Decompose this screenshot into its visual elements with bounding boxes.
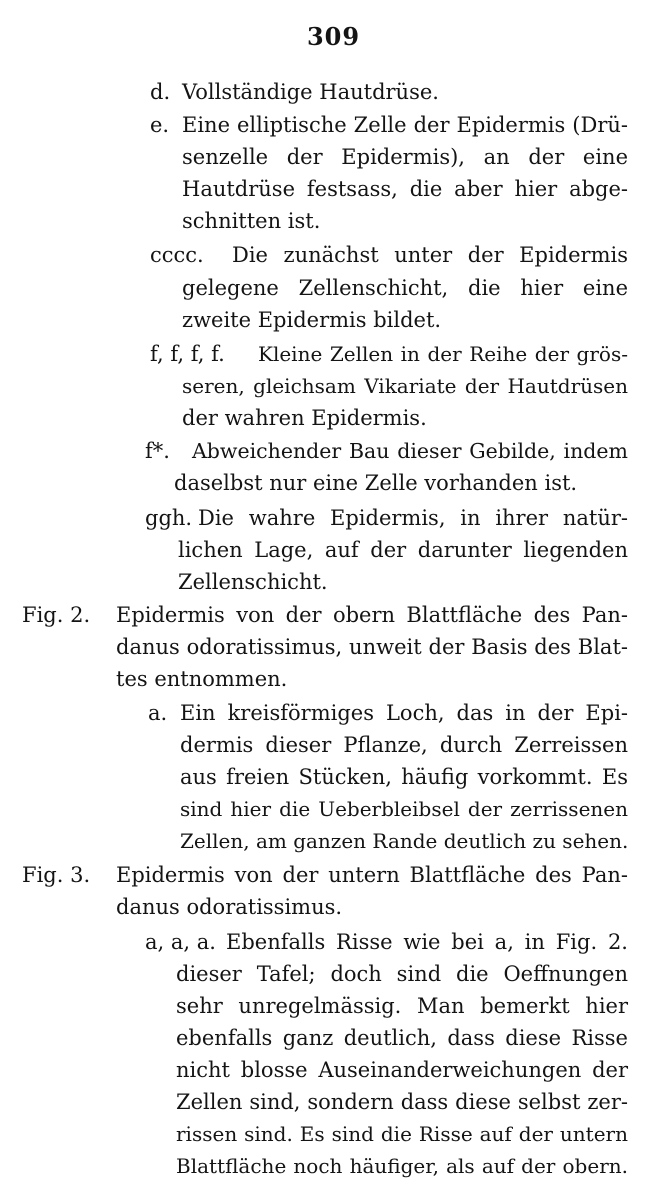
entry-label-d: d. xyxy=(150,80,171,104)
entry-e-line-1: Eine elliptische Zelle der Epidermis (Drü- xyxy=(182,113,628,137)
fig3-line-2: danus odoratissimus. xyxy=(116,895,343,919)
fig3a-line-3: sehr unregelmässig. Man bemerkt hier xyxy=(176,994,628,1018)
entry-cccc-line-3: zweite Epidermis bildet. xyxy=(182,308,442,332)
figure-label-2: Fig. 2. xyxy=(22,603,91,627)
fig2a-line-2: dermis dieser Pflanze, durch Zerreissen xyxy=(180,733,628,757)
entry-e-line-3: Hautdrüse festsass, die aber hier abge- xyxy=(182,177,628,201)
entry-label-cccc: cccc. xyxy=(150,243,204,267)
entry-d-line-1: Vollständige Hautdrüse. xyxy=(182,80,439,104)
entry-cccc-line-2: gelegene Zellenschicht, die hier eine xyxy=(182,276,628,300)
entry-fstar-line-1: Abweichender Bau dieser Gebilde, indem xyxy=(192,439,628,463)
entry-label-e: e. xyxy=(150,113,170,137)
entry-ggh-line-2: lichen Lage, auf der darunter liegenden xyxy=(178,538,628,562)
entry-label-fstar: f*. xyxy=(145,439,170,463)
fig3-entry-label-aaa: a, a, a. xyxy=(145,930,216,954)
entry-ffff-line-3: der wahren Epidermis. xyxy=(182,406,427,430)
figure-label-3: Fig. 3. xyxy=(22,863,91,887)
fig3a-line-5: nicht blosse Auseinanderweichungen der xyxy=(176,1058,628,1082)
entry-ffff-line-2: seren, gleichsam Vikariate der Hautdrüsen xyxy=(182,374,628,398)
fig2-entry-label-a: a. xyxy=(148,701,168,725)
entry-label-ggh: ggh. xyxy=(145,506,193,530)
fig2-line-2: danus odoratissimus, unweit der Basis des Blat- xyxy=(116,635,628,659)
fig3a-line-2: dieser Tafel; doch sind die Oeffnungen xyxy=(176,962,628,986)
entry-fstar-line-2: daselbst nur eine Zelle vorhanden ist. xyxy=(174,471,578,495)
fig3a-line-7: rissen sind. Es sind die Risse auf der untern xyxy=(176,1122,628,1146)
fig3a-line-1: Ebenfalls Risse wie bei a, in Fig. 2. xyxy=(226,930,628,954)
fig2a-line-5: Zellen, am ganzen Rande deutlich zu sehen. xyxy=(180,829,629,853)
entry-ggh-line-1: Die wahre Epidermis, in ihrer natür- xyxy=(198,506,628,530)
entry-label-ffff: f, f, f, f. xyxy=(150,342,225,366)
fig2a-line-4: sind hier die Ueberbleibsel der zerrissenen xyxy=(180,797,628,821)
fig2a-line-1: Ein kreisförmiges Loch, das in der Epi- xyxy=(180,701,628,725)
fig3-line-1: Epidermis von der untern Blattfläche des Pan- xyxy=(116,863,628,887)
entry-e-line-4: schnitten ist. xyxy=(182,209,321,233)
fig3a-line-4: ebenfalls ganz deutlich, dass diese Risse xyxy=(176,1026,628,1050)
page-number: 309 xyxy=(306,22,361,51)
entry-ggh-line-3: Zellenschicht. xyxy=(178,570,328,594)
entry-e-line-2: senzelle der Epidermis), an der eine xyxy=(182,145,628,169)
fig3a-line-6: Zellen sind, sondern dass diese selbst zer- xyxy=(176,1090,628,1114)
fig3a-line-8: Blattfläche noch häufiger, als auf der obern. xyxy=(176,1154,628,1178)
entry-cccc-line-1: Die zunächst unter der Epidermis xyxy=(232,243,628,267)
fig2-line-3: tes entnommen. xyxy=(116,667,288,691)
fig2a-line-3: aus freien Stücken, häufig vorkommt. Es xyxy=(180,765,628,789)
fig2-line-1: Epidermis von der obern Blattfläche des Pan- xyxy=(116,603,628,627)
entry-ffff-line-1: Kleine Zellen in der Reihe der grös- xyxy=(258,342,628,366)
